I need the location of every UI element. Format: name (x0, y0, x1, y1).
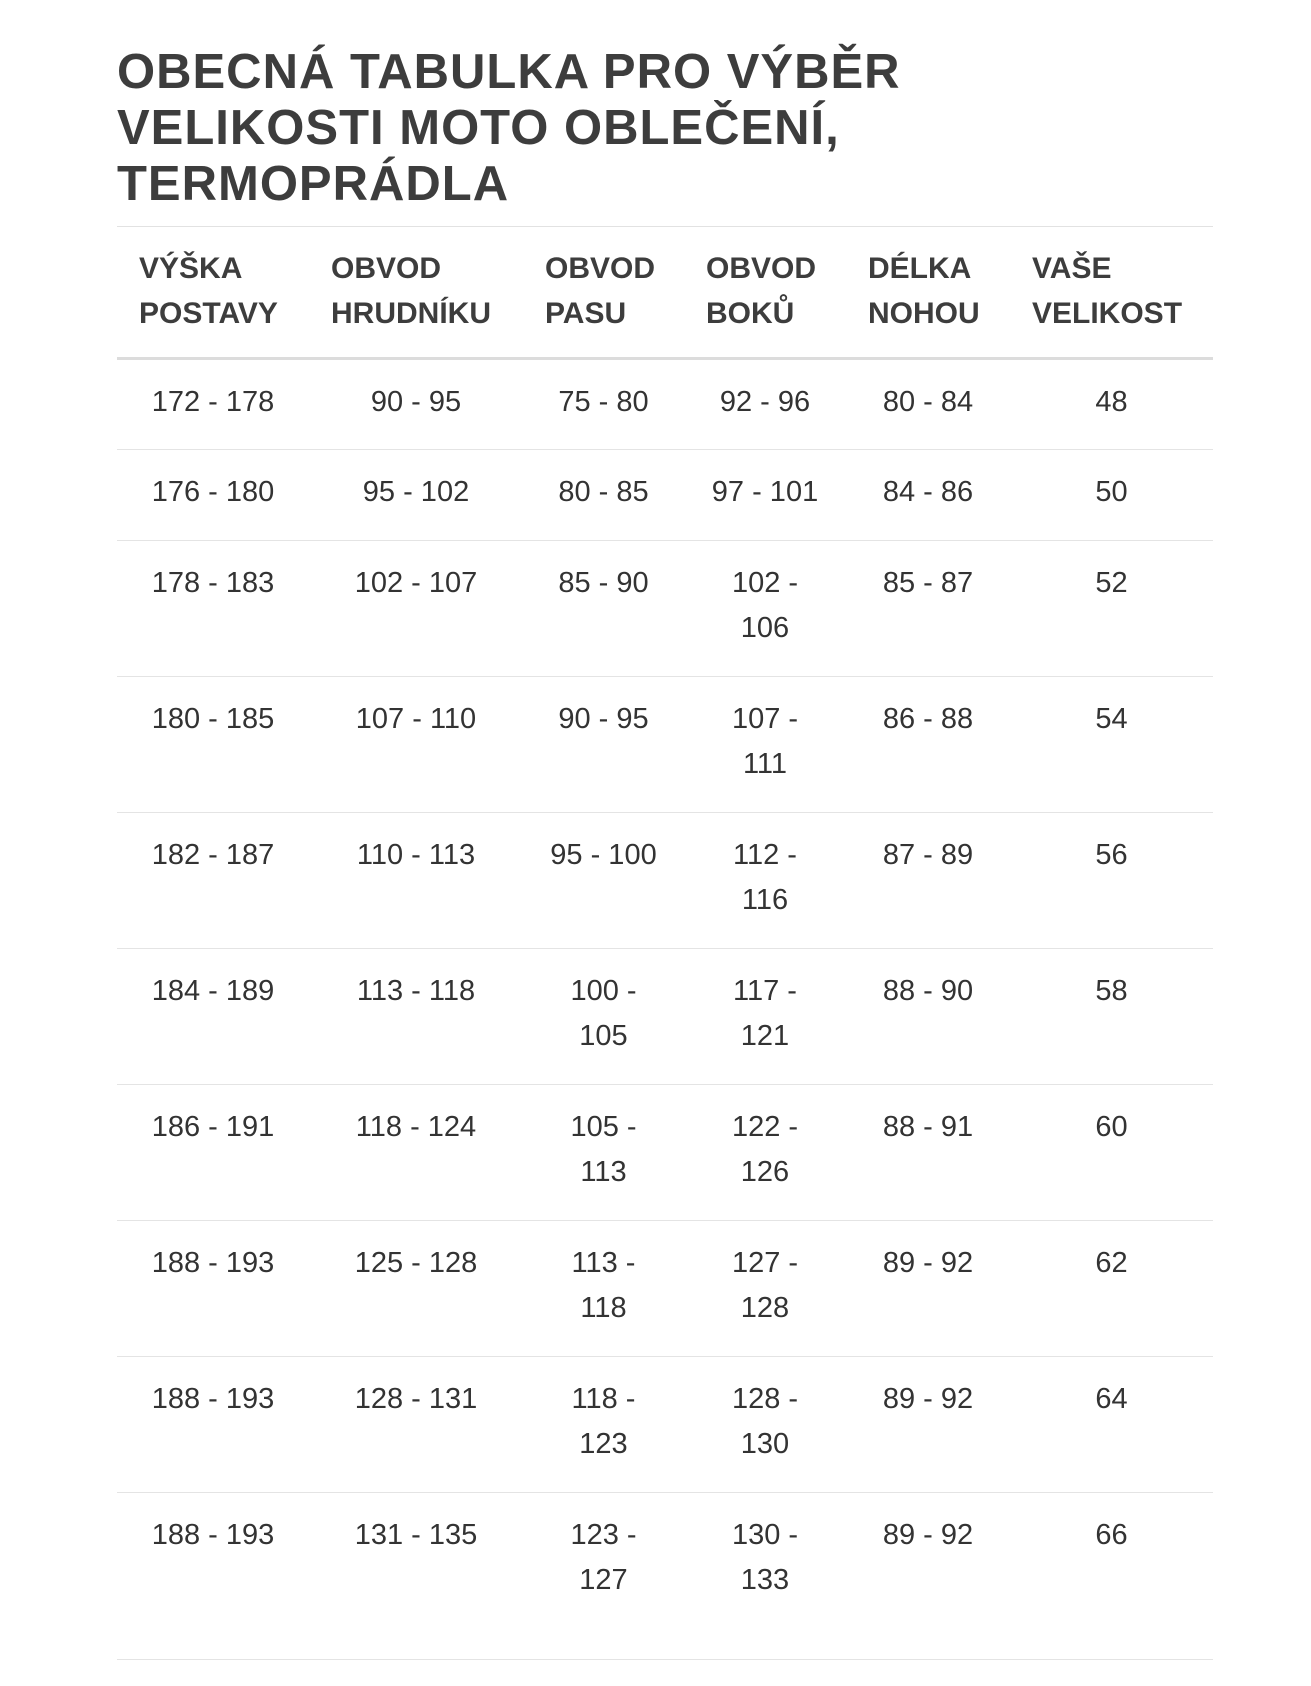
header-chest (309, 227, 523, 359)
header-height-line1: VÝŠKA (139, 252, 243, 285)
cell-waist-value: 118 - 123 (571, 1383, 636, 1460)
cell-waist-value: 100 - 105 (570, 975, 637, 1052)
table-row (117, 1085, 1213, 1221)
header-hips-line2: BOKŮ (706, 297, 795, 330)
cell-hips (684, 1085, 846, 1221)
cell-leg: 89 - 92 (846, 1357, 1010, 1493)
cell-waist (523, 450, 684, 541)
cell-waist-value: 105 - 113 (570, 1111, 637, 1188)
cell-waist-value: 95 - 100 (550, 839, 657, 871)
cell-size: 54 (1010, 677, 1213, 813)
header-height-line2: POSTAVY (139, 297, 278, 330)
cell-leg: 85 - 87 (846, 541, 1010, 677)
cell-hips (684, 541, 846, 677)
table-row (117, 450, 1213, 541)
page-title (117, 0, 1213, 227)
header-chest-line2: HRUDNÍKU (331, 297, 491, 330)
cell-hips-value: 127 - 128 (731, 1247, 799, 1324)
cell-size: 66 (1010, 1493, 1213, 1660)
cell-height: 172 - 178 (117, 359, 309, 450)
cell-hips (684, 359, 846, 450)
cell-size: 64 (1010, 1357, 1213, 1493)
cell-hips-value: 92 - 96 (719, 386, 811, 418)
cell-hips-value: 97 - 101 (711, 476, 819, 508)
header-waist-line1: OBVOD (545, 252, 656, 285)
size-chart-section (117, 0, 1213, 1596)
cell-chest: 90 - 95 (309, 359, 523, 450)
cell-waist-value: 90 - 95 (558, 703, 649, 735)
title-line-3: TERMOPRÁDLA (117, 157, 510, 211)
header-hips (684, 227, 846, 359)
header-hips-line1: OBVOD (706, 252, 817, 285)
cell-waist (523, 359, 684, 450)
cell-size: 60 (1010, 1085, 1213, 1221)
cell-size: 58 (1010, 949, 1213, 1085)
cell-height: 188 - 193 (117, 1357, 309, 1493)
cell-hips-value: 107 - 111 (731, 703, 799, 780)
table-row (117, 1493, 1213, 1660)
cell-leg: 84 - 86 (846, 450, 1010, 541)
cell-height: 188 - 193 (117, 1221, 309, 1357)
cell-chest: 125 - 128 (309, 1221, 523, 1357)
cell-chest: 118 - 124 (309, 1085, 523, 1221)
cell-waist (523, 1085, 684, 1221)
title-line-1: OBECNÁ TABULKA PRO VÝBĚR (117, 45, 901, 99)
header-your-size (1010, 227, 1213, 359)
cell-waist (523, 949, 684, 1085)
cell-waist (523, 1493, 684, 1660)
table-header-row (117, 227, 1213, 359)
cell-height: 184 - 189 (117, 949, 309, 1085)
header-size-line2: VELIKOST (1032, 297, 1183, 330)
cell-waist (523, 1357, 684, 1493)
cell-leg: 80 - 84 (846, 359, 1010, 450)
table-row (117, 1221, 1213, 1357)
cell-chest: 107 - 110 (309, 677, 523, 813)
header-leg-length (846, 227, 1010, 359)
table-row (117, 359, 1213, 450)
header-leg-line2: NOHOU (868, 297, 980, 330)
table-row (117, 677, 1213, 813)
title-line-2: VELIKOSTI MOTO OBLEČENÍ, (117, 101, 840, 155)
cell-hips-value: 117 - 121 (733, 975, 797, 1052)
cell-hips (684, 1221, 846, 1357)
cell-size: 56 (1010, 813, 1213, 949)
cell-chest: 95 - 102 (309, 450, 523, 541)
cell-waist-value: 75 - 80 (558, 386, 649, 418)
cell-waist (523, 677, 684, 813)
cell-chest: 113 - 118 (309, 949, 523, 1085)
cell-hips (684, 813, 846, 949)
cell-size: 48 (1010, 359, 1213, 450)
cell-hips-value: 112 - 116 (733, 839, 797, 916)
cell-size: 62 (1010, 1221, 1213, 1357)
cell-hips-value: 128 - 130 (731, 1383, 799, 1460)
cell-hips-value: 122 - 126 (731, 1111, 799, 1188)
cell-hips (684, 1493, 846, 1660)
cell-chest: 128 - 131 (309, 1357, 523, 1493)
header-height (117, 227, 309, 359)
table-row (117, 813, 1213, 949)
cell-chest: 131 - 135 (309, 1493, 523, 1660)
size-table (117, 227, 1213, 1660)
cell-leg: 86 - 88 (846, 677, 1010, 813)
cell-height: 182 - 187 (117, 813, 309, 949)
cell-leg: 89 - 92 (846, 1493, 1010, 1660)
cell-height: 180 - 185 (117, 677, 309, 813)
cell-waist-value: 80 - 85 (558, 476, 649, 508)
cell-waist-value: 113 - 118 (571, 1247, 636, 1324)
cell-height: 186 - 191 (117, 1085, 309, 1221)
table-row (117, 1357, 1213, 1493)
header-size-line1: VAŠE (1032, 252, 1112, 285)
cell-leg: 87 - 89 (846, 813, 1010, 949)
table-row (117, 541, 1213, 677)
cell-leg: 88 - 91 (846, 1085, 1010, 1221)
cell-waist (523, 1221, 684, 1357)
cell-height: 188 - 193 (117, 1493, 309, 1660)
header-chest-line1: OBVOD (331, 252, 442, 285)
cell-hips (684, 949, 846, 1085)
cell-hips-value: 130 - 133 (731, 1519, 799, 1596)
cell-leg: 89 - 92 (846, 1221, 1010, 1357)
cell-chest: 102 - 107 (309, 541, 523, 677)
cell-size: 52 (1010, 541, 1213, 677)
cell-size: 50 (1010, 450, 1213, 541)
cell-height: 176 - 180 (117, 450, 309, 541)
cell-waist-value: 85 - 90 (558, 567, 649, 599)
cell-hips (684, 450, 846, 541)
cell-waist (523, 541, 684, 677)
cell-leg: 88 - 90 (846, 949, 1010, 1085)
cell-hips (684, 677, 846, 813)
header-waist-line2: PASU (545, 297, 627, 330)
cell-waist (523, 813, 684, 949)
header-waist (523, 227, 684, 359)
cell-hips-value: 102 - 106 (731, 567, 799, 644)
table-row (117, 949, 1213, 1085)
cell-chest: 110 - 113 (309, 813, 523, 949)
cell-waist-value: 123 - 127 (570, 1519, 637, 1596)
cell-hips (684, 1357, 846, 1493)
cell-height: 178 - 183 (117, 541, 309, 677)
header-leg-line1: DÉLKA (868, 252, 972, 285)
